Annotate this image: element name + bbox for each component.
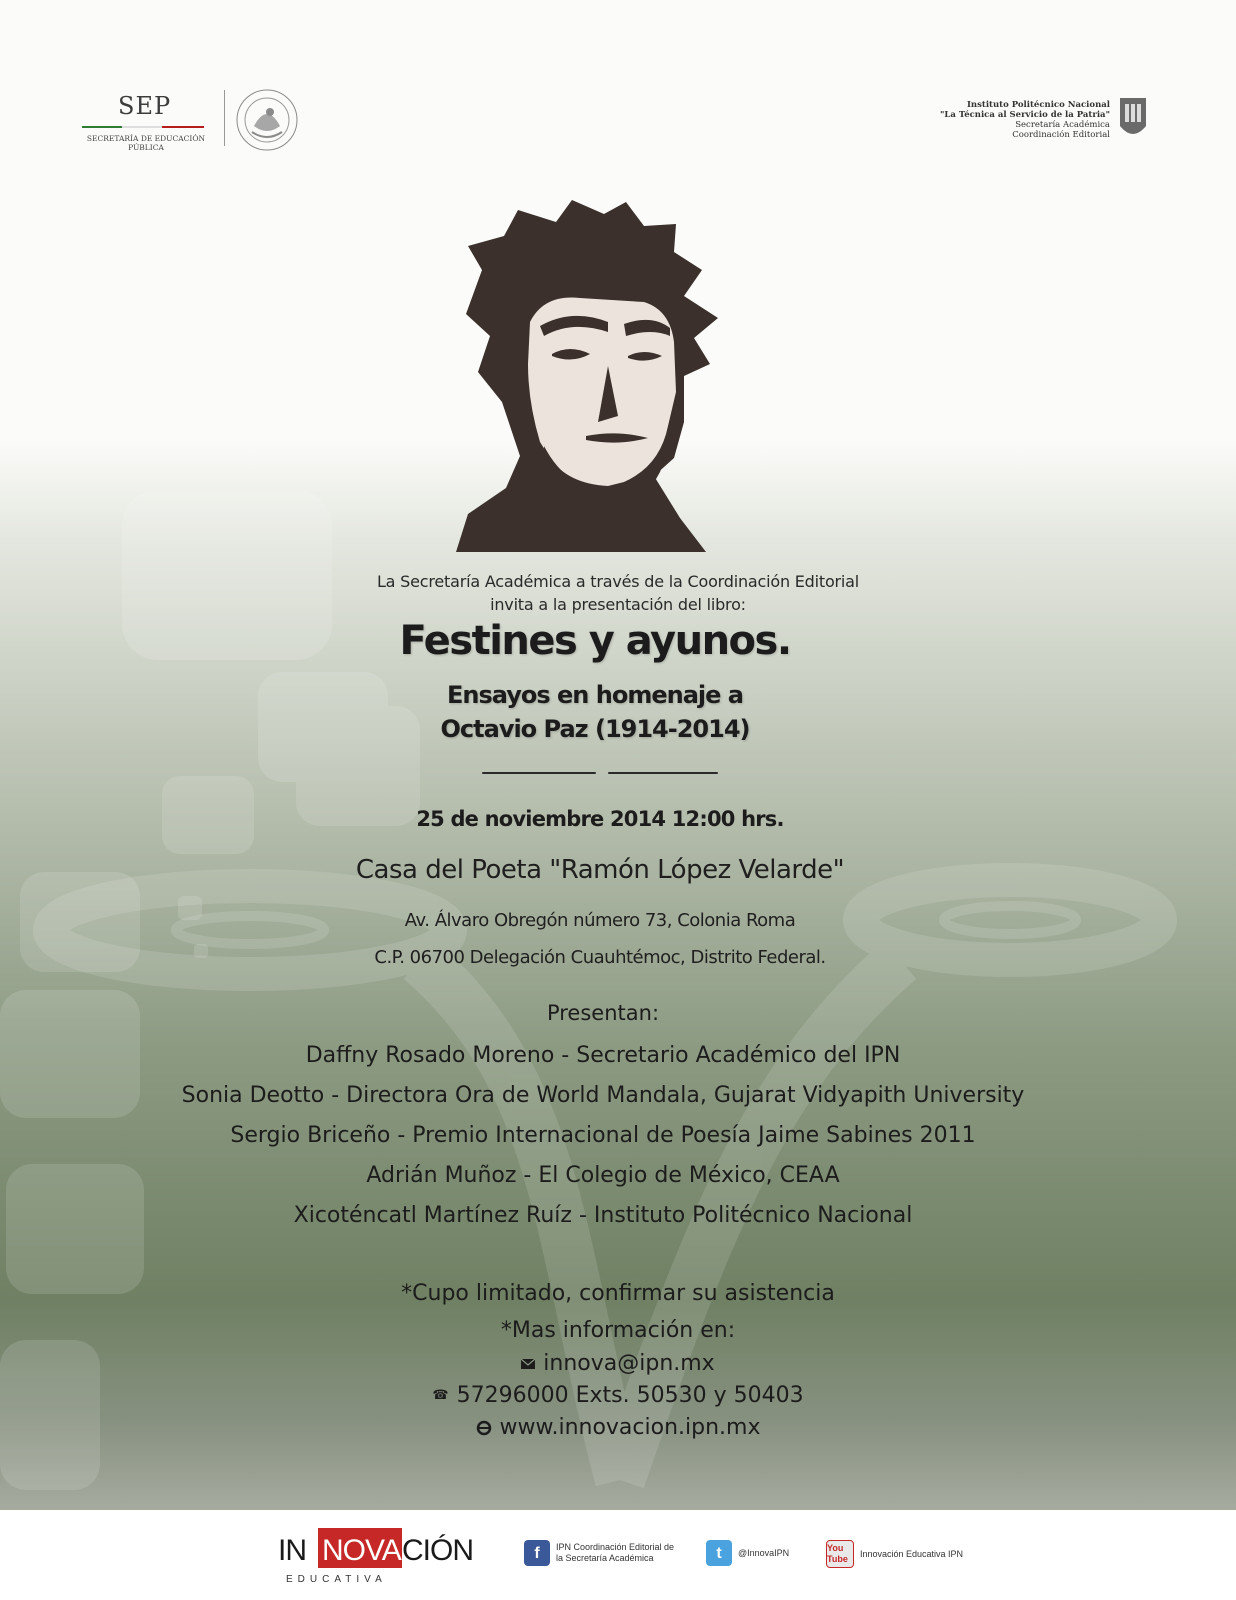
title-divider-left — [482, 772, 596, 774]
ipn-text-block — [940, 100, 1110, 140]
contact-info — [0, 1348, 1236, 1444]
contact-email-row[interactable] — [0, 1348, 1236, 1380]
contact-phone-row — [0, 1380, 1236, 1412]
ipn-emblem-icon — [1116, 96, 1150, 144]
sep-logo — [82, 90, 312, 160]
innovacion-logo — [278, 1524, 478, 1584]
header-logos — [0, 0, 1236, 170]
contact-website[interactable]: www.innovacion.ipn.mx — [499, 1415, 761, 1440]
portrait-illustration — [448, 196, 738, 554]
sep-subtitle: SECRETARÍA DE EDUCACIÓN PÚBLICA — [86, 134, 206, 152]
sep-logo-text: SEP — [118, 92, 172, 120]
facebook-icon: f — [524, 1540, 550, 1566]
youtube-icon: You Tube — [826, 1540, 854, 1568]
footer — [0, 1510, 1236, 1600]
sep-flag-stripe — [82, 126, 204, 128]
intro-text — [0, 570, 1236, 616]
brand-educativa: EDUCATIVA — [286, 1574, 387, 1585]
limited-note: *Cupo limitado, confirmar su asistencia — [401, 1281, 835, 1306]
notes — [0, 1275, 1236, 1349]
event-address — [0, 902, 1200, 976]
presenter-item: Sergio Briceño - Premio Internacional de Poesía Jaime Sabines 2011 — [230, 1123, 976, 1148]
youtube-label: Innovación Educativa IPN — [860, 1548, 964, 1559]
logo-divider — [224, 90, 225, 146]
presenter-item: Sonia Deotto - Directora Ora de World Mandala, Gujarat Vidyapith University — [181, 1083, 1025, 1108]
more-info-note: *Mas información en: — [500, 1318, 736, 1343]
presenter-item: Daffny Rosado Moreno - Secretario Académico del IPN — [305, 1043, 901, 1068]
subtitle-line-2: Octavio Paz (1914-2014) — [440, 715, 750, 743]
twitter-icon: t — [706, 1540, 732, 1566]
twitter-label: @InnovaIPN — [738, 1547, 790, 1558]
presenters-heading: Presentan: — [546, 1001, 660, 1025]
brand-nova-box — [318, 1528, 402, 1568]
event-date: 25 de noviembre 2014 12:00 hrs. — [416, 807, 784, 831]
book-title: Festines y ayunos. — [399, 618, 791, 664]
ipn-line-2: "La Técnica al Servicio de la Patria" — [939, 110, 1110, 120]
book-subtitle — [0, 678, 1190, 746]
intro-line-2: invita a la presentación del libro: — [490, 595, 746, 614]
contact-web-row[interactable] — [0, 1412, 1236, 1444]
ipn-line-3: Secretaría Académica — [1015, 120, 1110, 130]
presenter-item: Xicoténcatl Martínez Ruíz - Instituto Politécnico Nacional — [293, 1203, 913, 1228]
subtitle-line-1: Ensayos en homenaje a — [447, 681, 743, 709]
phone-icon: ☎ — [432, 1388, 449, 1403]
brand-nova: NOVA — [322, 1534, 401, 1567]
envelope-icon — [521, 1359, 535, 1369]
presenters-list — [0, 1036, 1206, 1236]
intro-line-1: La Secretaría Académica a través de la Coordinación Editorial — [376, 572, 860, 591]
brand-in: IN — [278, 1534, 306, 1567]
facebook-link[interactable] — [524, 1540, 676, 1566]
mexico-seal-icon — [232, 86, 302, 154]
brand-cion: CIÓN — [402, 1534, 473, 1567]
contact-phone: 57296000 Exts. 50530 y 50403 — [456, 1383, 804, 1408]
ipn-line-1: Instituto Politécnico Nacional — [966, 100, 1110, 110]
event-venue: Casa del Poeta "Ramón López Velarde" — [355, 855, 845, 885]
contact-email[interactable]: innova@ipn.mx — [543, 1351, 715, 1376]
ipn-line-4: Coordinación Editorial — [1012, 130, 1110, 140]
facebook-label: IPN Coordinación Editorial de la Secretaría Académica — [556, 1542, 675, 1563]
address-line-1: Av. Álvaro Obregón número 73, Colonia Roma — [404, 910, 796, 931]
twitter-link[interactable] — [706, 1540, 789, 1566]
presenter-item: Adrián Muñoz - El Colegio de México, CEAA — [366, 1163, 840, 1188]
web-icon — [476, 1420, 492, 1436]
ipn-logo — [920, 96, 1150, 156]
youtube-link[interactable] — [826, 1540, 963, 1568]
title-divider-right — [608, 772, 718, 774]
address-line-2: C.P. 06700 Delegación Cuauhtémoc, Distrito Federal. — [374, 947, 826, 968]
